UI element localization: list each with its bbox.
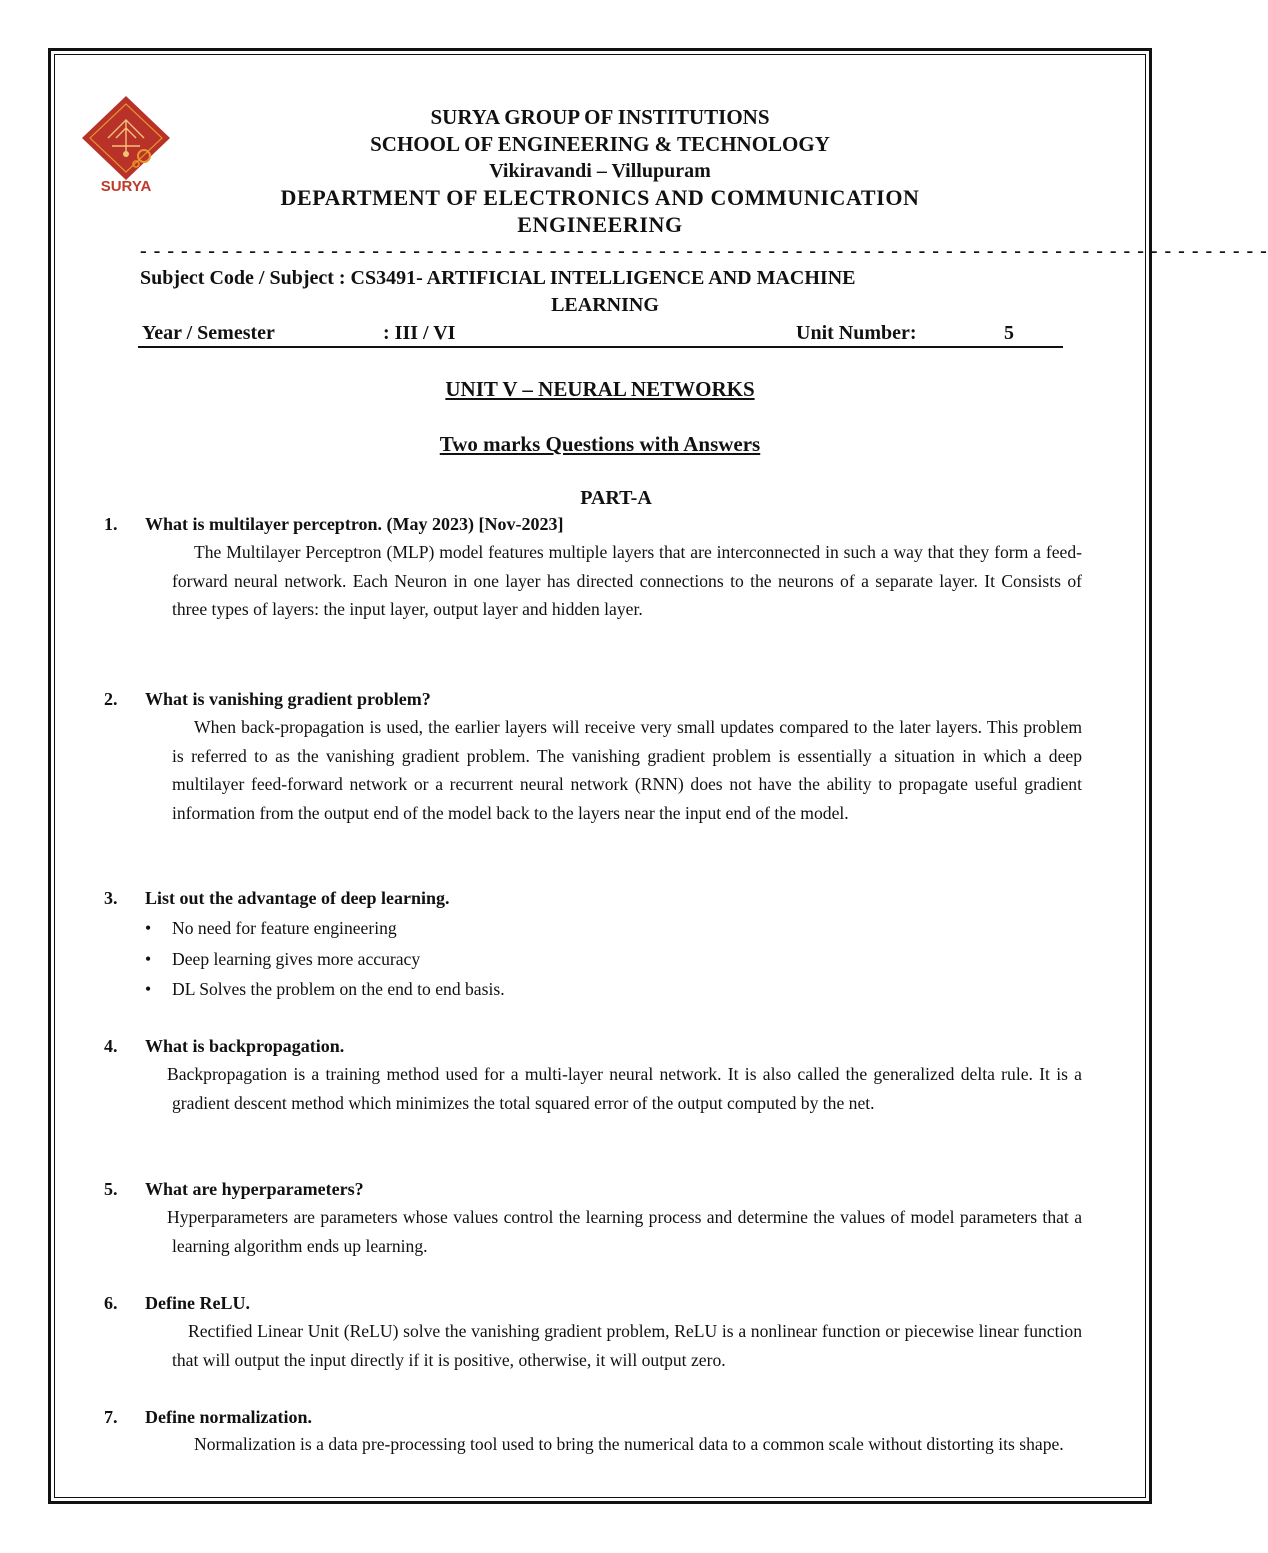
bullet-icon: • <box>145 948 152 969</box>
unit-number-value: 5 <box>1004 322 1014 344</box>
question-number: 7. <box>104 1407 118 1427</box>
question-number: 4. <box>104 1036 118 1056</box>
header-rule <box>138 346 1063 348</box>
list-item <box>145 944 505 975</box>
question-number: 5. <box>104 1179 118 1199</box>
question-text: What is backpropagation. <box>145 1036 345 1056</box>
answer-text: When back-propagation is used, the earlier layers will receive very small updates compared to the later layers. This problem is referred to as the vanishing gradient problem. The vanishing gradient problem is essentially a situation in which a deep multilayer feed-forward network or a recurrent neural network (RNN) does not have the ability to propagate useful gradient information from the output end of the model back to the layers near the input end of the model. <box>172 717 1082 823</box>
subject-line-2: LEARNING <box>551 294 659 316</box>
question-number: 1. <box>104 514 118 534</box>
list-item-text: Deep learning gives more accuracy <box>172 948 421 969</box>
logo-text: SURYA <box>100 178 152 195</box>
list-item <box>145 913 505 944</box>
answer-text: Hyperparameters are parameters whose values control the learning process and determine the values of model parameters that a learning algorithm ends up learning. <box>167 1207 1082 1256</box>
list-item <box>145 974 505 1005</box>
question-text: What are hyperparameters? <box>145 1179 364 1199</box>
section-title: Two marks Questions with Answers <box>439 432 761 456</box>
part-heading: PART-A <box>580 487 652 509</box>
location: Vikiravandi – Villupuram <box>489 160 711 182</box>
question-number: 3. <box>104 888 118 908</box>
department-line-2: ENGINEERING <box>517 212 683 237</box>
list-item-text: DL Solves the problem on the end to end basis. <box>172 979 505 999</box>
list-item-text: No need for feature engineering <box>172 918 397 938</box>
year-semester-label: Year / Semester <box>142 322 275 344</box>
question-text: Define ReLU. <box>145 1293 250 1313</box>
unit-title: UNIT V – NEURAL NETWORKS <box>445 377 755 401</box>
bullet-icon: • <box>145 918 152 938</box>
question-number: 6. <box>104 1293 118 1313</box>
bullet-icon: • <box>145 979 152 999</box>
question-text: What is vanishing gradient problem? <box>145 689 431 709</box>
institution-name: SURYA GROUP OF INSTITUTIONS <box>430 105 770 129</box>
answer-text: The Multilayer Perceptron (MLP) model features multiple layers that are interconnected in such a way that they form a feed-forward neural network. Each Neuron in one layer has directed connections to the neurons of a separate layer. It Consists of three types of layers: the input layer, output layer and hidden layer. <box>172 542 1082 620</box>
advantage-list <box>145 913 505 1005</box>
department-line-1: DEPARTMENT OF ELECTRONICS AND COMMUNICATION <box>280 185 920 210</box>
header-separator: - - - - - - - - - - - - - - - - - - - - - - - - - - - - - - - - - - - - - - - - - - - - - - - - - - - - - - - - - - - - - - - - - - - - - - - - - - - - - - - - - - - <box>140 240 1268 262</box>
year-semester-value: : III / VI <box>383 322 456 344</box>
answer-text: Normalization is a data pre-processing tool used to bring the numerical data to a common scale without distorting its shape. <box>194 1434 1064 1454</box>
answer-text: Backpropagation is a training method used for a multi-layer neural network. It is also called the generalized delta rule. It is a gradient descent method which minimizes the total squared error of the output computed by the net. <box>167 1064 1082 1113</box>
subject-line-1: Subject Code / Subject : CS3491- ARTIFICIAL INTELLIGENCE AND MACHINE <box>140 267 856 289</box>
unit-number-label: Unit Number: <box>796 322 917 344</box>
question-text: What is multilayer perceptron. (May 2023) [Nov-2023] <box>145 514 564 534</box>
school-name: SCHOOL OF ENGINEERING & TECHNOLOGY <box>370 132 830 156</box>
answer-text: Rectified Linear Unit (ReLU) solve the vanishing gradient problem, ReLU is a nonlinear function or piecewise linear function that will output the input directly if it is positive, otherwise, it will output zero. <box>172 1321 1082 1370</box>
question-text: Define normalization. <box>145 1407 312 1427</box>
question-text: List out the advantage of deep learning. <box>145 888 450 908</box>
question-number: 2. <box>104 689 118 709</box>
